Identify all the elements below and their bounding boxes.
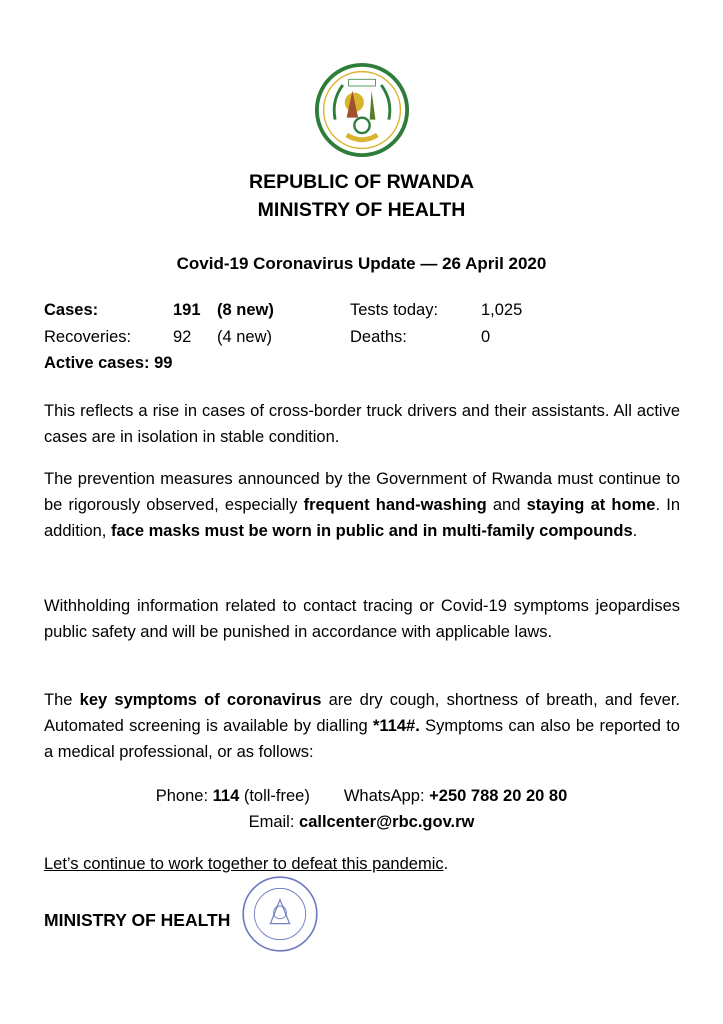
emphasis-staying-home: staying at home bbox=[526, 496, 656, 514]
email-address[interactable]: callcenter@rbc.gov.rw bbox=[299, 813, 475, 831]
screening-code: *114#. bbox=[373, 717, 420, 735]
cases-value: 191 bbox=[173, 301, 201, 319]
official-stamp-icon bbox=[240, 874, 320, 954]
whatsapp-number[interactable]: +250 788 20 20 80 bbox=[429, 787, 568, 805]
recoveries-label: Recoveries: bbox=[44, 327, 132, 346]
cases-label: Cases: bbox=[44, 301, 99, 319]
emphasis-key-symptoms: key symptoms of coronavirus bbox=[79, 691, 322, 709]
deaths-value: 0 bbox=[481, 327, 491, 346]
paragraph-situation: This reflects a rise in cases of cross-border truck drivers and their assistants. All active cases are in isolation in stable condition. bbox=[44, 402, 680, 446]
country-name: REPUBLIC OF RWANDA bbox=[249, 171, 474, 193]
contact-line-1: Phone: 114 (toll-free) WhatsApp: +250 788 20 20 80 bbox=[155, 787, 568, 805]
deaths-label: Deaths: bbox=[350, 327, 407, 346]
paragraph-symptoms: The key symptoms of coronavirus are dry cough, shortness of breath, and fever. Automated screening is available by dialling *114#. Symptoms can also be reported to a medical professional, or as follows: bbox=[44, 691, 680, 761]
cases-new: (8 new) bbox=[217, 301, 274, 319]
ministry-name: MINISTRY OF HEALTH bbox=[257, 199, 466, 221]
contact-line-2: Email: callcenter@rbc.gov.rw bbox=[248, 813, 475, 831]
recoveries-new: (4 new) bbox=[217, 327, 273, 346]
paragraph-contact-tracing: Withholding information related to contact tracing or Covid-19 symptoms jeopardises public safety and will be punished in accordance with applicable laws. bbox=[44, 597, 680, 641]
recoveries-value: 92 bbox=[173, 327, 192, 346]
paragraph-prevention: The prevention measures announced by the Government of Rwanda must continue to be rigorously observed, especially frequent hand-washing and staying at home. In addition, face masks must be worn in public and in multi-family compounds. bbox=[44, 470, 680, 540]
active-label: Active cases: 99 bbox=[44, 354, 173, 372]
emphasis-face-masks: face masks must be worn in public and in multi-family compounds bbox=[110, 522, 633, 540]
closing-statement: Let’s continue to work together to defeat this pandemic. bbox=[44, 855, 449, 873]
tests-value: 1,025 bbox=[481, 301, 523, 319]
phone-number[interactable]: 114 bbox=[212, 787, 240, 805]
tests-label: Tests today: bbox=[350, 301, 439, 319]
rwanda-coat-of-arms-icon bbox=[314, 62, 410, 158]
emphasis-hand-washing: frequent hand-washing bbox=[303, 496, 487, 514]
document-header bbox=[0, 168, 723, 224]
active-value: 99 bbox=[154, 354, 173, 372]
signature-ministry: MINISTRY OF HEALTH bbox=[44, 910, 231, 930]
update-title: Covid-19 Coronavirus Update — 26 April 2020 bbox=[176, 254, 547, 273]
